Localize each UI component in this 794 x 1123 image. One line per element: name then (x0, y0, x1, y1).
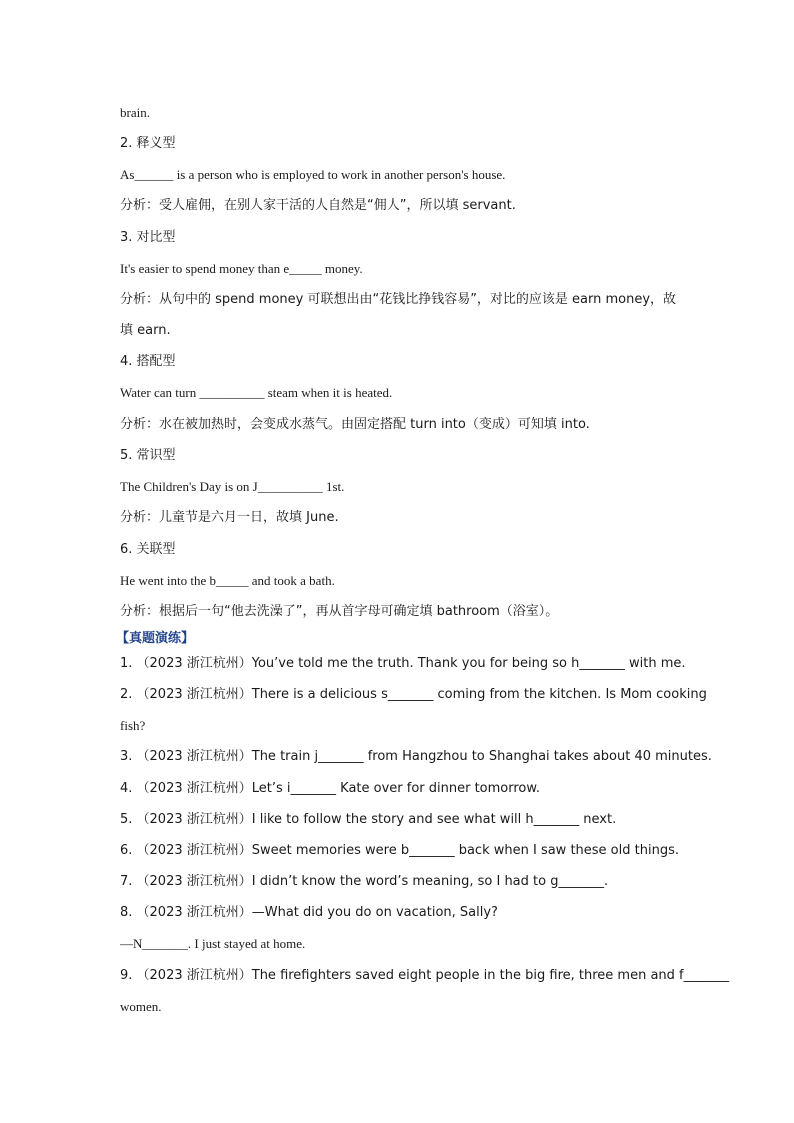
analysis-text: 分析：受人雇佣，在别人家干活的人自然是“佣人”，所以填 servant. (120, 198, 516, 213)
example-sentence: As______ is a person who is employed to work in another person's house. (120, 167, 506, 182)
exercise-item: 9. （2023 浙江杭州）The firefighters saved eight people in the big fire, three men and f_______ (120, 968, 730, 983)
item-heading: 3. 对比型 (120, 230, 176, 245)
exercise-item: 8. （2023 浙江杭州）—What did you do on vacation, Sally? (120, 905, 498, 920)
analysis-text: 分析：从句中的 spend money 可联想出由“花钱比挣钱容易”，对比的应该是 earn money，故 (120, 292, 677, 307)
analysis-text: 分析：根据后一句“他去洗澡了”，再从首字母可确定填 bathroom（浴室）。 (120, 604, 559, 619)
exercise-item: 5. （2023 浙江杭州）I like to follow the story and see what will h_______ next. (120, 812, 617, 827)
exercise-item: 3. （2023 浙江杭州）The train j_______ from Hangzhou to Shanghai takes about 40 minutes. (120, 749, 712, 764)
item-heading: 5. 常识型 (120, 448, 176, 463)
item-heading: 4. 搭配型 (120, 354, 176, 369)
analysis-text: 分析：水在被加热时，会变成水蒸气。由固定搭配 turn into（变成）可知填 into. (120, 417, 590, 432)
exercise-item: 1. （2023 浙江杭州）You’ve told me the truth. Thank you for being so h_______ with me. (120, 656, 686, 671)
exercise-item: 7. （2023 浙江杭州）I didn’t know the word’s meaning, so I had to g_______. (120, 874, 609, 889)
example-sentence: It's easier to spend money than e_____ money. (120, 261, 363, 276)
exercise-item-continued: —N_______. I just stayed at home. (120, 936, 306, 951)
exercise-item: 6. （2023 浙江杭州）Sweet memories were b_______ back when I saw these old things. (120, 843, 679, 858)
analysis-text: 填 earn. (120, 323, 171, 338)
item-heading: 2. 释义型 (120, 136, 176, 151)
section-title: 【真题演练】 (116, 631, 195, 646)
example-sentence: He went into the b_____ and took a bath. (120, 573, 335, 588)
example-sentence: Water can turn __________ steam when it is heated. (120, 385, 393, 400)
exercise-item-continued: women. (120, 999, 162, 1014)
exercise-item: 4. （2023 浙江杭州）Let’s i_______ Kate over for dinner tomorrow. (120, 781, 540, 796)
item-heading: 6. 关联型 (120, 542, 176, 557)
exercise-item: 2. （2023 浙江杭州）There is a delicious s_______ coming from the kitchen. Is Mom cooking (120, 687, 707, 702)
text-line: brain. (120, 105, 150, 120)
example-sentence: The Children's Day is on J__________ 1st. (120, 479, 345, 494)
analysis-text: 分析：儿童节是六月一日，故填 June. (120, 510, 339, 525)
exercise-item-continued: fish? (120, 718, 146, 733)
